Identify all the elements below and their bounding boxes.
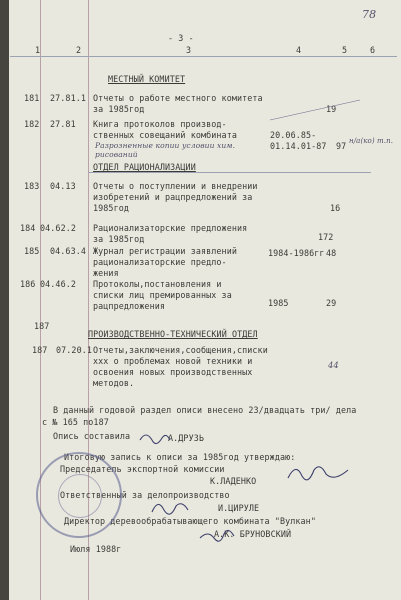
row-index: 27.81.1	[50, 93, 86, 103]
footer-director-name: А.К. БРУНОВСКИЙ	[214, 529, 292, 539]
row-title: Протоколы,постановления и	[93, 279, 222, 289]
row-index: 04.63.4	[50, 246, 86, 256]
row-number: 183	[24, 181, 40, 191]
row-title: ственных совещаний комбината	[93, 130, 237, 140]
footer-composed: Опись составила	[53, 431, 131, 441]
row-title: Журнал регистрации заявлений	[93, 246, 237, 256]
row-number: 182	[24, 119, 40, 129]
row-number: 181	[24, 93, 40, 103]
page-number: - 3 -	[168, 33, 194, 43]
row-dates: 20.06.85-	[270, 130, 317, 140]
row-title: ххх о проблемах новой техники и	[93, 356, 253, 366]
row-index: 04.13	[50, 181, 76, 191]
row-index: 07.20.1	[56, 345, 92, 355]
row-sheets: 172	[318, 232, 334, 242]
col-number: 5	[342, 45, 348, 55]
footer-composed-name: А.ДРУЗЬ	[168, 433, 204, 443]
row-title: за 1985год	[93, 104, 145, 114]
row-sheets: 29	[326, 298, 337, 308]
signature-clerk	[152, 504, 188, 514]
footer-approved: Итоговую запись к описи за 1985год утверждаю:	[64, 452, 296, 462]
row-index: 04.46.2	[40, 279, 76, 289]
col-number: 3	[186, 45, 192, 55]
footer-summary: с № 165 по187	[42, 417, 109, 427]
row-number: 187	[34, 321, 50, 331]
row-sheets: 19	[326, 104, 337, 114]
row-index: 27.81	[50, 119, 76, 129]
margin-note: н/а(ко) т.п.	[349, 137, 394, 145]
row-title: Книга протоколов производ-	[93, 119, 227, 129]
row-title: рационализаторские предло-	[93, 257, 227, 267]
row-dates: 1985	[268, 298, 289, 308]
row-sheets: 97	[336, 141, 347, 151]
row-number: 185	[24, 246, 40, 256]
footer-director: Директор деревообрабатывающего комбината "Вулкан"	[64, 516, 316, 526]
row-dates: 1984-1986гг	[268, 248, 325, 258]
row-title: освоения новых производственных	[93, 367, 253, 377]
row-title: списки лиц премированных за	[93, 290, 232, 300]
col-number: 1	[35, 45, 41, 55]
section-title: ОТДЕЛ РАЦИОНАЛИЗАЦИИ	[93, 162, 196, 172]
footer-clerk: Ответственный за делопроизводство	[60, 490, 230, 500]
handwritten-note: Разрозненные копии условии хим. рисований	[95, 141, 236, 159]
footer-date: Июля 1988г	[70, 544, 122, 554]
row-sheets: 48	[326, 248, 337, 258]
footer-commission: Председатель экспортной комиссии	[60, 464, 225, 474]
section-title: МЕСТНЫЙ КОМИТЕТ	[108, 74, 186, 84]
row-number: 184	[20, 223, 36, 233]
signature-commission	[288, 467, 348, 480]
signature-composer	[140, 435, 170, 444]
footer-clerk-name: И.ЦИРУЛЕ	[218, 503, 260, 513]
row-title: Рационализаторские предложения	[93, 223, 248, 233]
row-title: изобретений и рацпредложений за	[93, 192, 253, 202]
footer-summary: В данный годовой раздел описи внесено 23/двадцать три/ дела	[53, 405, 357, 415]
col-number: 6	[370, 45, 376, 55]
col-number: 4	[296, 45, 302, 55]
section-title: ПРОИЗВОДСТВЕННО-ТЕХНИЧЕСКИЙ ОТДЕЛ	[88, 329, 258, 339]
archive-number: 78	[362, 8, 377, 21]
row-title: Отчеты о работе местного комитета	[93, 93, 263, 103]
row-title: за 1985год	[93, 234, 145, 244]
signature-director	[200, 530, 234, 541]
row-title: Отчеты,заключения,сообщения,списки	[93, 345, 268, 355]
row-title: 1985год	[93, 203, 129, 213]
row-sheets: 16	[330, 203, 341, 213]
row-number: 186	[20, 279, 36, 289]
margin-scribble	[270, 100, 360, 120]
row-dates: 01.14.01-87	[270, 141, 327, 151]
row-sheets: 44	[328, 360, 339, 370]
row-index: 04.62.2	[40, 223, 76, 233]
col-number: 2	[76, 45, 82, 55]
row-title: жения	[93, 268, 119, 278]
row-title: рацпредложения	[93, 301, 165, 311]
row-title: методов.	[93, 378, 135, 388]
footer-commission-name: К.ЛАДЕНКО	[210, 476, 257, 486]
row-title: Отчеты о поступлении и внедрении	[93, 181, 258, 191]
row-number: 187	[32, 345, 48, 355]
